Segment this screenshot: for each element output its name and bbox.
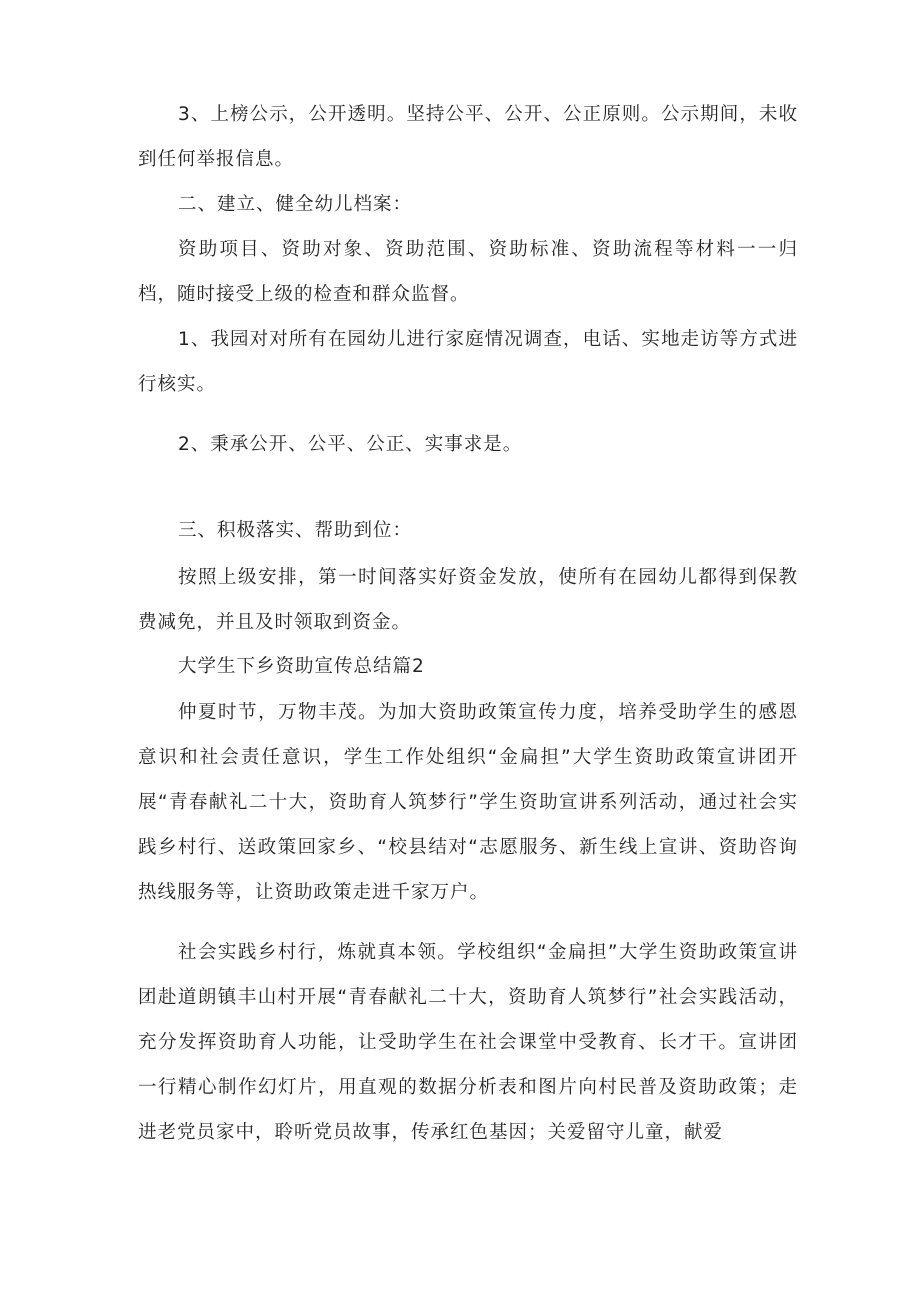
paragraph-archive-materials: 资助项目、资助对象、资助范围、资助标准、资助流程等材料一一归档，随时接受上级的检查和群众监督。	[138, 239, 798, 305]
paragraph-principles: 2、秉承公开、公平、公正、实事求是。	[178, 434, 523, 455]
paragraph-publicity: 3、上榜公示，公开透明。坚持公平、公开、公正原则。公示期间，未收到任何举报信息。	[138, 104, 798, 170]
section-heading-implementation: 三、积极落实、帮助到位：	[178, 520, 413, 541]
article-title-part-2: 大学生下乡资助宣传总结篇2	[178, 656, 425, 677]
paragraph-family-survey: 1、我园对对所有在园幼儿进行家庭情况调查，电话、实地走访等方式进行核实。	[138, 329, 798, 395]
paragraph-midsummer-campaign: 仲夏时节，万物丰茂。为加大资助政策宣传力度，培养受助学生的感恩意识和社会责任意识，学生工作处组织“金扁担”大学生资助政策宣讲团开展“青春献礼二十大，资助育人筑梦行”学生资助宣讲系列活动，通过社会实践乡村行、送政策回家乡、“校县结对“志愿服务、新生线上宣讲、资助咨询热线服务等，让资助政策走进千家万户。	[138, 702, 798, 903]
paragraph-fund-distribution: 按照上级安排，第一时间落实好资金发放，使所有在园幼儿都得到保教费减免，并且及时领取到资金。	[138, 567, 798, 633]
paragraph-social-practice: 社会实践乡村行，炼就真本领。学校组织“金扁担”大学生资助政策宣讲团赴道朗镇丰山村开展“青春献礼二十大，资助育人筑梦行”社会实践活动，充分发挥资助育人功能，让受助学生在社会课堂中受教育、长才干。宣讲团一行精心制作幻灯片，用直观的数据分析表和图片向村民普及资助政策；走进老党员家中，聆听党员故事，传承红色基因；关爱留守儿童，献爱	[138, 942, 798, 1143]
section-heading-archives: 二、建立、健全幼儿档案：	[178, 194, 413, 215]
